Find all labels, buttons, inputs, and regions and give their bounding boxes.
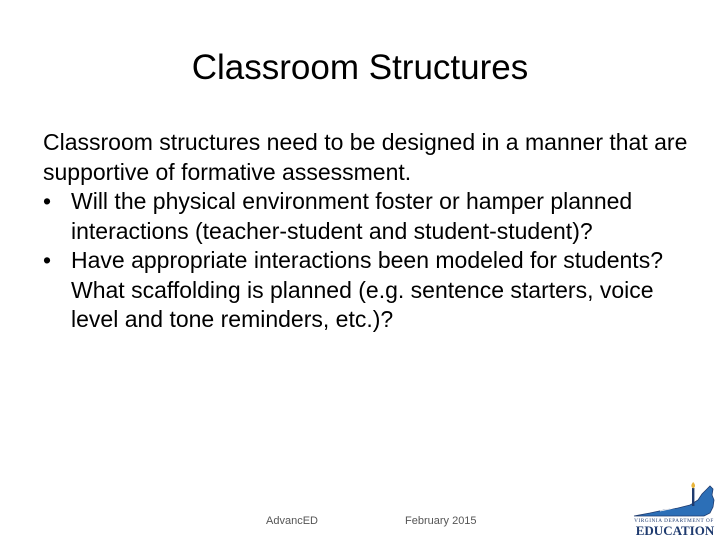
vdoe-logo — [630, 480, 716, 538]
bullet-list — [43, 187, 693, 335]
bullet-text: Will the physical environment foster or hamper planned interactions (teacher-student and student-student)? — [71, 188, 633, 244]
bullet-item — [43, 246, 693, 335]
footer-date: February 2015 — [405, 515, 477, 527]
bullet-text: Have appropriate interactions been modeled for students? What scaffolding is planned (e.g. sentence starters, voice level and tone reminders, etc.)? — [71, 247, 663, 332]
logo-text-department: VIRGINIA DEPARTMENT OF — [634, 518, 714, 524]
virginia-state-map-icon — [630, 480, 716, 520]
bullet-item — [43, 187, 693, 246]
slide-body — [43, 128, 693, 335]
logo-text-education: EDUCATION — [635, 523, 715, 538]
footer-organization: AdvancED — [266, 515, 318, 527]
intro-paragraph: Classroom structures need to be designed in a manner that are supportive of formative assessment. — [43, 129, 688, 185]
slide-title: Classroom Structures — [191, 48, 529, 87]
bullet-icon: • — [43, 247, 52, 273]
bullet-icon: • — [43, 188, 52, 214]
